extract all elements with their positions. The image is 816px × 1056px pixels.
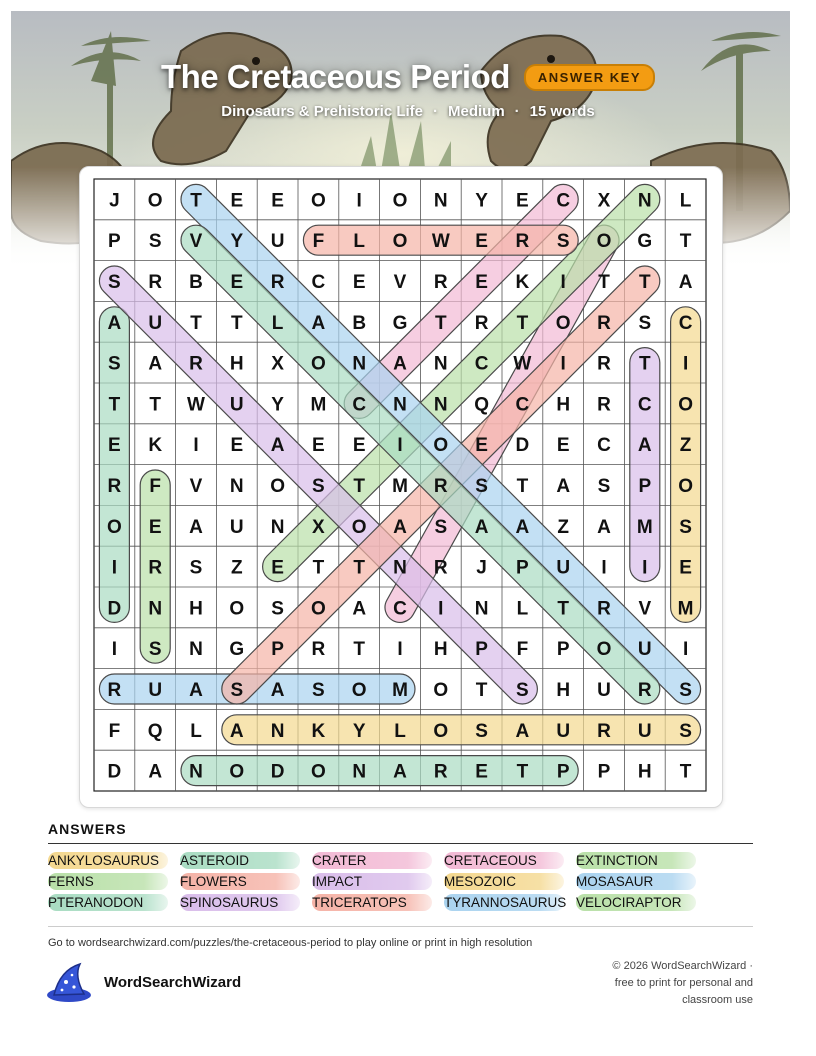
grid-cell[interactable]: U <box>597 680 611 701</box>
copyright-line: free to print for personal and <box>614 977 753 989</box>
divider <box>48 843 753 844</box>
grid-cell[interactable]: P <box>108 231 121 253</box>
grid-cell[interactable]: P <box>556 761 570 783</box>
grid-cell[interactable]: E <box>352 272 366 293</box>
grid-cell[interactable]: S <box>679 680 692 701</box>
grid-cell[interactable]: O <box>392 190 408 212</box>
grid-cell[interactable]: S <box>556 231 570 253</box>
grid-cell[interactable]: O <box>433 680 449 701</box>
answer-word: CRETACEOUS <box>444 852 564 869</box>
grid-cell[interactable]: K <box>515 272 530 293</box>
grid-cell[interactable]: R <box>597 312 611 334</box>
grid-cell[interactable]: S <box>271 598 284 620</box>
grid-cell[interactable]: E <box>230 272 244 293</box>
grid-cell[interactable]: X <box>312 516 325 538</box>
grid-cell[interactable]: H <box>556 680 571 701</box>
grid-cell[interactable]: E <box>475 231 488 253</box>
grid-cell[interactable]: O <box>596 231 612 253</box>
page-title: The Cretaceous Period <box>160 58 510 95</box>
grid-cell[interactable]: O <box>311 761 326 783</box>
answer-word: VELOCIRAPTOR <box>576 894 696 911</box>
grid-cell[interactable]: I <box>682 639 689 661</box>
divider <box>48 926 753 927</box>
grid-cell[interactable]: T <box>108 394 121 416</box>
grid-cell[interactable]: E <box>108 435 121 457</box>
grid-cell[interactable]: A <box>393 516 407 538</box>
grid-cell[interactable]: W <box>513 353 532 375</box>
grid-cell[interactable]: N <box>189 761 203 783</box>
brand-name[interactable]: WordSearchWizard <box>104 974 242 991</box>
grid-cell[interactable]: G <box>392 312 408 334</box>
grid-cell[interactable]: A <box>189 516 203 538</box>
grid-cell[interactable]: E <box>271 190 284 212</box>
grid-cell[interactable]: N <box>393 557 407 579</box>
grid-cell[interactable]: E <box>352 435 366 457</box>
grid-cell[interactable]: F <box>516 639 529 661</box>
grid-cell[interactable]: E <box>230 190 244 212</box>
grid-cell[interactable]: R <box>597 720 611 742</box>
grid-cell[interactable]: V <box>393 272 407 293</box>
grid-cell[interactable]: O <box>351 680 367 701</box>
grid-cell[interactable]: R <box>637 680 652 701</box>
grid-cell[interactable]: Y <box>352 720 366 742</box>
grid-cell[interactable]: S <box>434 516 448 538</box>
grid-cell[interactable]: N <box>637 190 652 212</box>
grid-cell[interactable]: W <box>431 231 450 253</box>
grid-cell[interactable]: S <box>312 680 325 701</box>
grid-cell[interactable]: O <box>678 394 693 416</box>
grid-cell[interactable]: R <box>107 680 122 701</box>
grid-cell[interactable]: N <box>352 353 367 375</box>
answer-word: PTERANODON <box>48 894 168 911</box>
grid-cell[interactable]: S <box>230 680 244 701</box>
grid-cell[interactable]: R <box>597 353 611 375</box>
grid-cell[interactable]: R <box>107 476 122 497</box>
grid-cell[interactable]: O <box>678 476 693 497</box>
grid-cell[interactable]: I <box>193 435 199 457</box>
answer-word: IMPACT <box>312 873 432 890</box>
grid-cell[interactable]: S <box>679 516 692 538</box>
grid-cell[interactable]: U <box>148 312 163 334</box>
grid-cell[interactable]: S <box>597 476 611 497</box>
grid-cell[interactable]: O <box>433 720 449 742</box>
grid-cell[interactable]: N <box>270 516 285 538</box>
grid-cell[interactable]: R <box>597 394 611 416</box>
grid-cell[interactable]: O <box>596 639 612 661</box>
separator-dot: · <box>514 103 520 120</box>
grid-cell[interactable]: A <box>515 720 530 742</box>
grid-cell[interactable]: R <box>148 272 163 293</box>
grid-cell[interactable]: Z <box>557 516 570 538</box>
grid-cell[interactable]: A <box>270 680 285 701</box>
grid-cell[interactable]: T <box>149 394 162 416</box>
grid-cell[interactable]: S <box>148 639 162 661</box>
grid-cell[interactable]: V <box>189 231 203 253</box>
grid-cell[interactable]: M <box>636 516 653 538</box>
grid-cell[interactable]: N <box>474 598 489 620</box>
separator-dot: · <box>433 103 438 120</box>
grid-cell[interactable]: S <box>475 476 488 497</box>
grid-cell[interactable]: P <box>271 639 284 661</box>
grid-cell[interactable]: Q <box>474 394 489 416</box>
grid-cell[interactable]: C <box>515 394 530 416</box>
grid-cell[interactable]: A <box>393 353 407 375</box>
grid-cell[interactable]: O <box>311 353 326 375</box>
answer-word: MESOZOIC <box>444 873 564 890</box>
grid-cell[interactable]: N <box>189 639 203 661</box>
grid-cell[interactable]: T <box>475 680 488 701</box>
grid-cell[interactable]: I <box>397 639 403 661</box>
grid-cell[interactable]: T <box>638 353 651 375</box>
answer-word: CRATER <box>312 852 432 869</box>
grid-cell[interactable]: O <box>147 190 163 212</box>
grid-cell[interactable]: I <box>682 353 689 375</box>
puzzle-meta <box>0 103 816 120</box>
grid-letters <box>107 190 694 782</box>
grid-cell[interactable]: S <box>679 720 692 742</box>
grid-cell[interactable]: V <box>189 476 203 497</box>
grid-cell[interactable]: Z <box>230 557 243 579</box>
grid-cell[interactable]: H <box>229 353 244 375</box>
grid-cell[interactable]: E <box>475 761 488 783</box>
grid-cell[interactable]: R <box>515 231 530 253</box>
grid-cell[interactable]: Y <box>230 231 244 253</box>
grid-cell[interactable]: C <box>678 312 693 334</box>
grid-cell[interactable]: C <box>393 598 407 620</box>
grid-cell[interactable]: I <box>356 190 362 212</box>
grid-cell[interactable]: B <box>189 272 203 293</box>
grid-cell[interactable]: T <box>190 190 202 212</box>
grid-cell[interactable]: C <box>637 394 652 416</box>
grid-cell[interactable]: J <box>476 557 487 579</box>
grid-cell[interactable]: H <box>189 598 203 620</box>
grid-cell[interactable]: Y <box>475 190 488 212</box>
grid-cell[interactable]: Q <box>147 720 163 742</box>
grid-cell[interactable]: E <box>516 190 529 212</box>
grid-cell[interactable]: L <box>190 720 202 742</box>
grid-cell[interactable]: D <box>107 761 122 783</box>
grid-cell[interactable]: C <box>474 353 489 375</box>
answer-word: ASTEROID <box>180 852 300 869</box>
grid-cell[interactable]: O <box>433 435 449 457</box>
grid-cell[interactable]: H <box>433 639 448 661</box>
grid-cell[interactable]: R <box>148 557 163 579</box>
grid-cell[interactable]: N <box>433 190 448 212</box>
grid-cell[interactable]: E <box>271 557 284 579</box>
grid-cell[interactable]: B <box>352 312 367 334</box>
word-search-grid[interactable] <box>93 178 707 792</box>
grid-cell[interactable]: F <box>312 231 325 253</box>
grid-cell[interactable]: R <box>597 598 611 620</box>
grid-cell[interactable]: I <box>438 598 444 620</box>
grid-cell[interactable]: K <box>148 435 163 457</box>
copyright-notice <box>533 958 753 1009</box>
grid-cell[interactable]: A <box>393 761 407 783</box>
grid-cell[interactable]: V <box>638 598 652 620</box>
grid-cell[interactable]: E <box>475 435 488 457</box>
grid-cell[interactable]: L <box>679 190 692 212</box>
grid-cell[interactable]: X <box>597 190 611 212</box>
grid-cell[interactable]: I <box>642 557 648 579</box>
grid-cell[interactable]: O <box>392 231 408 253</box>
grid-cell[interactable]: F <box>108 720 121 742</box>
highlight-impact <box>630 348 660 582</box>
grid-cell[interactable]: P <box>475 639 488 661</box>
grid-cell[interactable]: S <box>516 680 529 701</box>
grid-cell[interactable]: U <box>556 557 571 579</box>
grid-cell[interactable]: A <box>107 312 122 334</box>
difficulty-label: Medium <box>448 103 505 120</box>
grid-cell[interactable]: U <box>229 516 244 538</box>
grid-cell[interactable]: S <box>108 353 121 375</box>
grid-cell[interactable]: T <box>230 312 243 334</box>
grid-cell[interactable]: P <box>516 557 529 579</box>
word-count-label: 15 words <box>529 103 595 120</box>
grid-cell[interactable]: L <box>516 598 529 620</box>
grid-cell[interactable]: T <box>353 639 366 661</box>
copyright-line: © 2026 WordSearchWizard · <box>612 960 753 972</box>
grid-cell[interactable]: R <box>189 353 203 375</box>
grid-cell[interactable]: T <box>679 231 692 253</box>
grid-cell[interactable]: A <box>189 680 203 701</box>
grid-cell[interactable]: T <box>353 557 366 579</box>
grid-cell[interactable]: S <box>189 557 203 579</box>
grid-cell[interactable]: D <box>270 761 285 783</box>
grid-cell[interactable]: O <box>311 598 326 620</box>
answer-word: EXTINCTION <box>576 852 696 869</box>
grid-cell[interactable]: H <box>556 394 571 416</box>
answer-list <box>48 852 768 911</box>
grid-cell[interactable]: F <box>149 476 162 497</box>
grid-cell[interactable]: E <box>312 435 325 457</box>
grid-cell[interactable]: W <box>187 394 205 416</box>
grid-cell[interactable]: N <box>270 720 285 742</box>
grid-cell[interactable]: U <box>270 231 285 253</box>
grid-cell[interactable]: T <box>516 761 529 783</box>
grid-cell[interactable]: O <box>107 516 122 538</box>
grid-cell[interactable]: T <box>434 312 447 334</box>
title-row <box>0 58 816 96</box>
grid-cell[interactable]: O <box>270 476 285 497</box>
grid-cell[interactable]: C <box>352 394 367 416</box>
grid-cell[interactable]: R <box>474 312 489 334</box>
grid-cell[interactable]: I <box>560 272 566 293</box>
grid-cell[interactable]: T <box>516 312 529 334</box>
grid-cell[interactable]: R <box>433 557 448 579</box>
grid-cell[interactable]: T <box>557 598 570 620</box>
grid-cell[interactable]: A <box>556 476 571 497</box>
grid-cell[interactable]: H <box>637 761 652 783</box>
grid-cell[interactable]: I <box>111 639 118 661</box>
grid-cell[interactable]: G <box>637 231 653 253</box>
answer-word: TRICERATOPS <box>312 894 432 911</box>
answers-heading: ANSWERS <box>48 821 127 837</box>
grid-cell[interactable]: A <box>597 516 611 538</box>
grid-cell[interactable]: A <box>148 761 163 783</box>
grid-cell[interactable]: N <box>352 761 367 783</box>
grid-cell[interactable]: L <box>394 720 406 742</box>
grid-cell[interactable]: R <box>433 476 448 497</box>
grid-cell[interactable]: N <box>433 394 448 416</box>
grid-cell[interactable]: G <box>229 639 245 661</box>
grid-cell[interactable]: L <box>271 312 284 334</box>
grid-cell[interactable]: L <box>353 231 366 253</box>
grid-cell[interactable]: S <box>475 720 488 742</box>
answer-word: SPINOSAURUS <box>180 894 300 911</box>
grid-cell[interactable]: I <box>560 353 566 375</box>
grid-cell[interactable]: C <box>311 272 326 293</box>
grid-cell[interactable]: T <box>679 761 692 783</box>
answer-word: FERNS <box>48 873 168 890</box>
copyright-line: classroom use <box>682 994 753 1006</box>
grid-cell[interactable]: P <box>556 639 570 661</box>
answer-word: FLOWERS <box>180 873 300 890</box>
grid-cell[interactable]: M <box>392 680 408 701</box>
grid-cell[interactable]: R <box>311 639 326 661</box>
grid-cell[interactable]: P <box>638 476 652 497</box>
grid-cell[interactable]: S <box>108 272 121 293</box>
highlight-ankylosaurus <box>222 715 701 745</box>
answer-key-badge: ANSWER KEY <box>524 64 655 91</box>
grid-cell[interactable]: R <box>433 272 448 293</box>
grid-cell[interactable]: J <box>109 190 120 212</box>
grid-cell[interactable]: Z <box>679 435 692 457</box>
grid-cell[interactable]: T <box>190 312 202 334</box>
grid-cell[interactable]: U <box>637 639 652 661</box>
grid-cell[interactable]: T <box>353 476 366 497</box>
answer-word: MOSASAUR <box>576 873 696 890</box>
grid-cell[interactable]: S <box>638 312 652 334</box>
grid-cell[interactable]: U <box>148 680 163 701</box>
grid-cell[interactable]: I <box>111 557 118 579</box>
grid-cell[interactable]: E <box>230 435 244 457</box>
grid-cell[interactable]: P <box>597 761 611 783</box>
answer-word: TYRANNOSAURUS <box>444 895 567 910</box>
grid-cell[interactable]: A <box>270 435 285 457</box>
grid-cell[interactable]: U <box>637 720 652 742</box>
grid-cell[interactable]: A <box>637 435 652 457</box>
grid-cell[interactable]: R <box>433 761 448 783</box>
grid-cell[interactable]: C <box>556 190 571 212</box>
grid-cell[interactable]: D <box>107 598 122 620</box>
answer-word: ANKYLOSAURUS <box>48 852 168 869</box>
grid-cell[interactable]: A <box>678 272 693 293</box>
grid-cell[interactable]: I <box>397 435 403 457</box>
grid-cell[interactable]: E <box>556 435 570 457</box>
wizard-hat-icon <box>46 962 92 1009</box>
grid-cell[interactable]: N <box>433 353 448 375</box>
grid-cell[interactable]: T <box>516 476 529 497</box>
grid-cell[interactable]: A <box>352 598 367 620</box>
grid-cell[interactable]: N <box>229 476 244 497</box>
grid-cell[interactable]: O <box>555 312 571 334</box>
grid-cell[interactable]: M <box>677 598 694 620</box>
grid-cell[interactable]: T <box>312 557 325 579</box>
grid-cell[interactable]: I <box>601 557 607 579</box>
grid-cell[interactable]: A <box>474 516 489 538</box>
grid-cell[interactable]: A <box>229 720 244 742</box>
grid-cell[interactable]: U <box>556 720 571 742</box>
footer-link-text[interactable]: Go to wordsearchwizard.com/puzzles/the-cretaceous-period to play online or print in high resolution <box>48 937 533 949</box>
grid-cell[interactable]: S <box>312 476 325 497</box>
grid-cell[interactable]: C <box>597 435 611 457</box>
grid-cell[interactable]: O <box>311 190 326 212</box>
grid-cell[interactable]: N <box>393 394 407 416</box>
grid-cell[interactable]: T <box>638 272 651 293</box>
grid-cell[interactable]: S <box>148 231 162 253</box>
grid-cell[interactable]: N <box>148 598 163 620</box>
grid-cell[interactable]: U <box>229 394 244 416</box>
grid-cell[interactable]: A <box>311 312 326 334</box>
grid-cell[interactable]: Y <box>271 394 284 416</box>
grid-cell[interactable]: R <box>270 272 285 293</box>
grid-cell[interactable]: T <box>598 272 610 293</box>
category-label: Dinosaurs & Prehistoric Life <box>221 103 423 120</box>
grid-cell[interactable]: A <box>148 353 163 375</box>
grid-cell[interactable]: E <box>679 557 692 579</box>
grid-cell[interactable]: A <box>515 516 530 538</box>
grid-cell[interactable]: K <box>311 720 326 742</box>
grid-cell[interactable]: O <box>351 516 367 538</box>
grid-cell[interactable]: M <box>392 476 408 497</box>
grid-cell[interactable]: D <box>515 435 530 457</box>
grid-cell[interactable]: E <box>475 272 488 293</box>
grid-cell[interactable]: O <box>229 761 245 783</box>
grid-cell[interactable]: E <box>148 516 162 538</box>
grid-cell[interactable]: M <box>310 394 327 416</box>
grid-cell[interactable]: O <box>229 598 245 620</box>
grid-cell[interactable]: X <box>271 353 284 375</box>
